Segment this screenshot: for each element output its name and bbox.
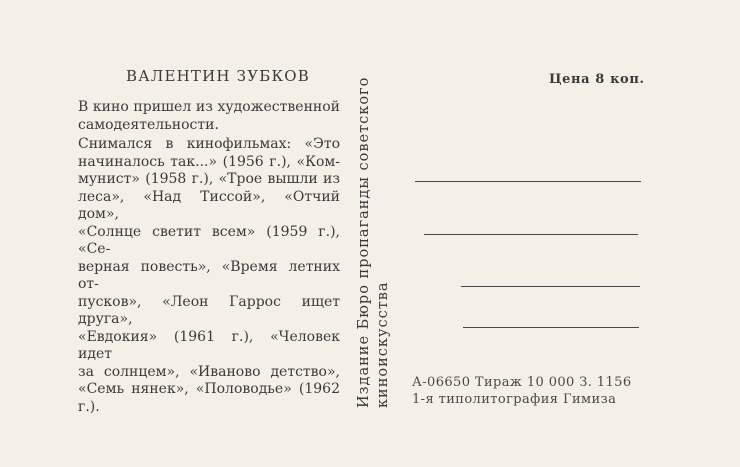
- filmography-paragraph: [78, 136, 340, 416]
- bio-paragraph: [78, 99, 340, 134]
- imprint-line: 1-я типолитография Гимиза: [412, 392, 617, 407]
- print-imprint: [412, 374, 632, 408]
- imprint-line: А-06650 Тираж 10 000 З. 1156: [412, 375, 632, 390]
- address-line: [461, 286, 640, 287]
- price-label: Цена 8 коп.: [549, 72, 645, 87]
- filmography-line: «Евдокия» (1961 г.), «Человек идет: [78, 328, 340, 362]
- filmography-line: леса», «Над Тиссой», «Отчий дом»,: [78, 188, 340, 222]
- filmography-line: «Солнце светит всем» (1959 г.), «Се-: [78, 223, 340, 257]
- bio-line: самодеятельности.: [78, 116, 219, 133]
- filmography-line: пусков», «Леон Гаррос ищет друга»,: [78, 293, 340, 327]
- filmography-line: Снимался в кинофильмах: «Это: [78, 136, 340, 152]
- filmography-line: за солнцем», «Иваново детство»,: [78, 363, 340, 380]
- filmography-line: начиналось так...» (1956 г.), «Ком-: [78, 153, 340, 170]
- address-line: [415, 181, 641, 182]
- filmography-line: верная повесть», «Время летних от-: [78, 258, 340, 292]
- publisher-vertical-text: [355, 72, 397, 408]
- publisher-line: Издание Бюро пропаганды советского: [356, 76, 372, 408]
- address-line: [424, 234, 638, 235]
- bio-line: В кино пришел из художественной: [78, 99, 340, 115]
- actor-name: ВАЛЕНТИН ЗУБКОВ: [126, 67, 311, 85]
- filmography-line: «Семь нянек», «Половодье» (1962 г.).: [78, 381, 340, 415]
- filmography-line: мунист» (1958 г.), «Трое вышли из: [78, 171, 340, 187]
- publisher-line: киноискусства: [375, 281, 391, 408]
- address-line: [463, 327, 639, 328]
